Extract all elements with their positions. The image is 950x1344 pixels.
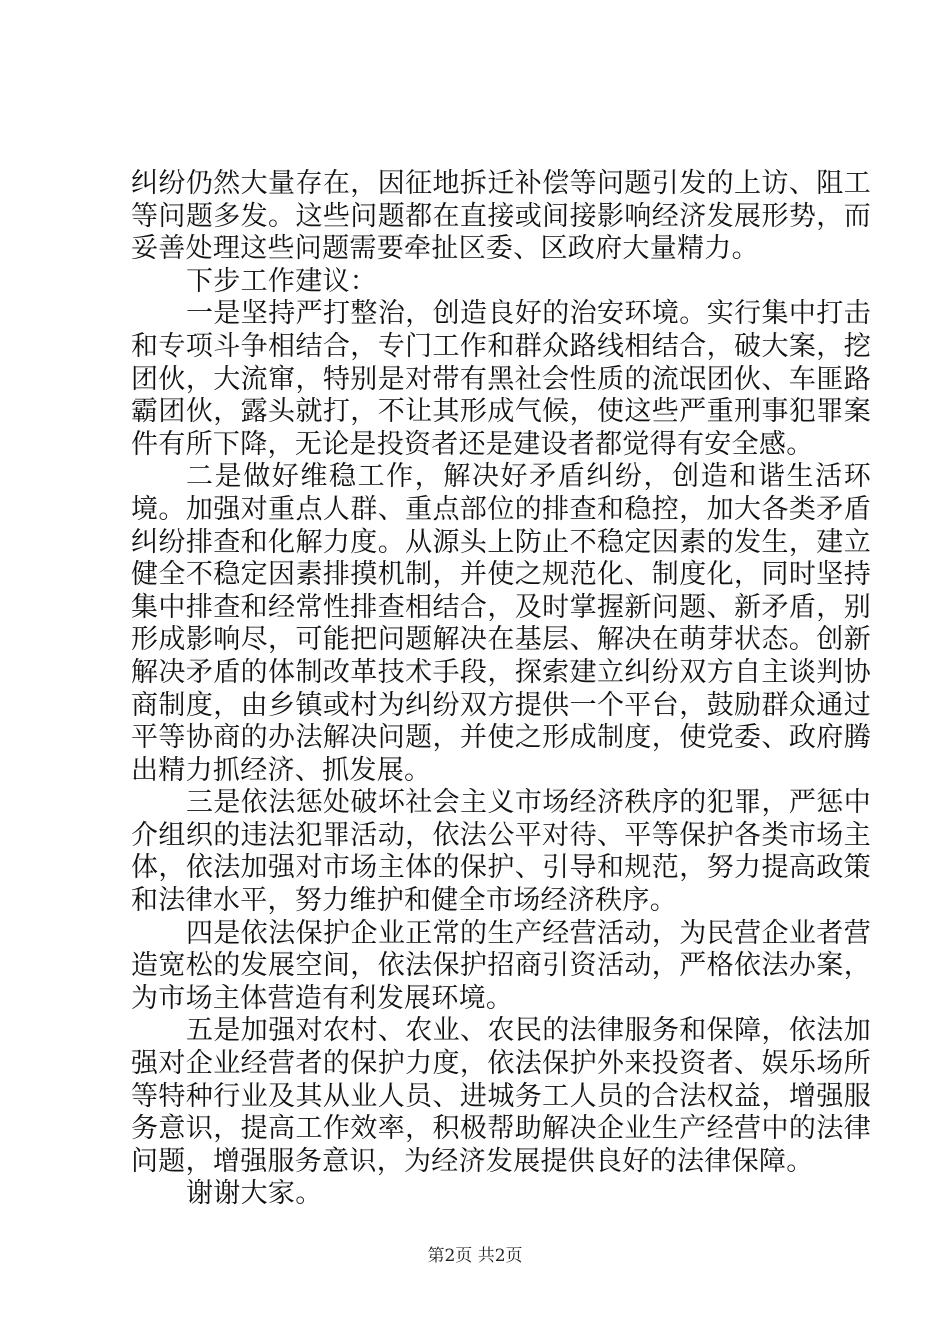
- paragraph-continuation: 纠纷仍然大量存在，因征地拆迁补偿等问题引发的上访、阻工等问题多发。这些问题都在直接或间接影响经济发展形势，而妥善处理这些问题需要牵扯区委、区政府大量精力。: [131, 168, 871, 265]
- paragraph-closing: 谢谢大家。: [186, 1178, 323, 1210]
- paragraph-suggestion-2: 二是做好维稳工作，解决好矛盾纠纷，创造和谐生活环境。加强对重点人群、重点部位的排查和稳控，加大各类矛盾纠纷排查和化解力度。从源头上防止不稳定因素的发生，建立健全不稳定因素排摸机制，并使之规范化、制度化，同时坚持集中排查和经常性排查相结合，及时掌握新问题、新矛盾，别形成影响尽，可能把问题解决在基层、解决在萌芽状态。创新解决矛盾的体制改革技术手段，探索建立纠纷双方自主谈判协商制度，由乡镇或村为纠纷双方提供一个平台，鼓励群众通过平等协商的办法解决问题，并使之形成制度，使党委、政府腾出精力抓经济、抓发展。: [131, 461, 871, 786]
- paragraph-heading-suggestions: 下步工作建议：: [186, 265, 378, 297]
- paragraph-suggestion-4: 四是依法保护企业正常的生产经营活动，为民营企业者营造宽松的发展空间，依法保护招商引资活动，严格依法办案，为市场主体营造有利发展环境。: [131, 917, 871, 1014]
- paragraph-suggestion-5: 五是加强对农村、农业、农民的法律服务和保障，依法加强对企业经营者的保护力度，依法保护外来投资者、娱乐场所等特种行业及其从业人员、进城务工人员的合法权益，增强服务意识，提高工作效率，积极帮助解决企业生产经营中的法律问题，增强服务意识，为经济发展提供良好的法律保障。: [131, 1015, 871, 1177]
- paragraph-suggestion-1: 一是坚持严打整治，创造良好的治安环境。实行集中打击和专项斗争相结合，专门工作和群众路线相结合，破大案，挖团伙，大流窜，特别是对带有黑社会性质的流氓团伙、车匪路霸团伙，露头就打，不让其形成气候，使这些严重刑事犯罪案件有所下降，无论是投资者还是建设者都觉得有安全感。: [131, 298, 871, 460]
- paragraph-suggestion-3: 三是依法惩处破坏社会主义市场经济秩序的犯罪，严惩中介组织的违法犯罪活动，依法公平对待、平等保护各类市场主体，依法加强对市场主体的保护、引导和规范，努力提高政策和法律水平，努力维护和健全市场经济秩序。: [131, 787, 871, 917]
- page-number-footer: 第2页 共2页: [427, 1246, 523, 1266]
- document-body: [131, 168, 871, 1211]
